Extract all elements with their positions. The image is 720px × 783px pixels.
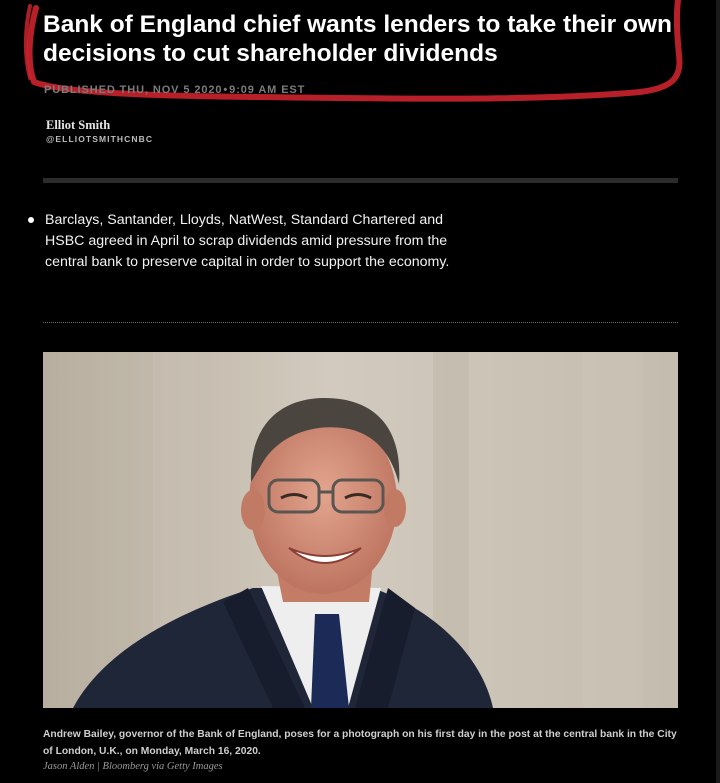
photo-caption: Andrew Bailey, governor of the Bank of England, poses for a photograph on his first day in the post at the central bank in the City of London, U.K., on Monday, March 16, 2020. <box>43 729 677 757</box>
published-timestamp: PUBLISHED THU, NOV 5 2020•9:09 AM EST <box>44 84 306 96</box>
author-name-link[interactable]: Elliot Smith <box>46 118 111 132</box>
dotted-divider <box>43 322 678 323</box>
key-point-text: Barclays, Santander, Lloyds, NatWest, Standard Chartered and HSBC agreed in April to scrap dividends amid pressure from the central bank to preserve capital in order to support the economy. <box>45 212 450 270</box>
bullet-icon <box>28 217 34 223</box>
key-points-list <box>26 210 476 273</box>
article-headline: Bank of England chief wants lenders to take their own decisions to cut shareholder dividends <box>43 11 672 67</box>
portrait-illustration <box>43 352 678 708</box>
article-photo[interactable] <box>43 352 678 708</box>
photo-credit: Jason Alden | Bloomberg via Getty Images <box>43 761 223 772</box>
published-label: PUBLISHED <box>44 84 116 96</box>
section-divider <box>43 178 678 183</box>
author-handle-link[interactable]: @ELLIOTSMITHCNBC <box>46 134 154 144</box>
key-point-item <box>26 210 476 273</box>
published-date: THU, NOV 5 2020 <box>119 84 223 96</box>
window-edge <box>716 0 720 783</box>
published-time: 9:09 AM EST <box>229 84 306 96</box>
